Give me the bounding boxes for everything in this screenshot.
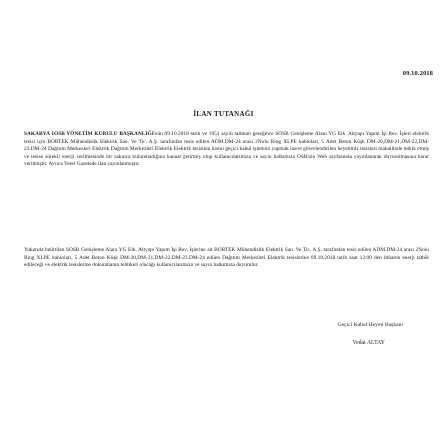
announcement-paragraph bbox=[24, 131, 429, 169]
document-title: İLAN TUTANAĞI bbox=[193, 110, 254, 118]
signature-name: Vedat ALTAY bbox=[352, 340, 385, 346]
notice-paragraph: Yukarıda belirtilen SOSB Genişleme Alanı YG Elk. Altyapı Yapım İşi Rev. İşlerine ait BORTEK Mühendislik Elektrik San. Ve Tic. A.Ş. tarafından tesis edilen ADM.DM-24 arası 2Nolu Ring XLPE kabloları, 5 Adet Beton Köşk DM-20,DM-21,DM-22,DM-23.DM-24 edilen Dağıtım Merkezleri Elektrik tesislerine 09.10.2018 tarih saat 12:00 den itibaren enerji tatbik edileceği ve elektrik tesislerine dokunmanın tehlikeli olacağı kullanıcılarımıza ve sayın halkımıza duyurulur. bbox=[24, 247, 429, 269]
signature-title: Geçici Kabul Heyeti Başkanı bbox=[337, 322, 403, 328]
document-date: 09.10.2018 bbox=[402, 70, 433, 77]
announcement-paragraph-text: 'nün 09.10.2018 tarih ve 1051 sayılı talimatı gereğince SOSB Genişleme Alanı YG Elk. Altyapı Yapım İşi Rev. İşleri elektrik tesisi için BORTEK Mühendislik Elektrik San. Ve Tic. A.Ş. tarafından tesis edilen ADM.DM-24 arası 2Nolu Ring XLPE kabloları, 5 Adet Beton Köşk DM-20,DM-21,DM-22,DM-23.DM-24 Dağıtım Merkezleri Elektrik Dağıtım Merkezleri Elektrik Elektrik tesisinin kısmi geçici kabul işlemini yapmak üzere görevlendirilen heyetimiz tesisleri mahallinde tetkik etmiş ve tesise sürekli enerji verilmesinde bir sakınca bulunmadığına kanaat getirmiş olup kullanıcılarımıza ve sayın halkımıza OSB'nin Web sayfasında yayınlanarak duyurulmasına karar verilmiştir. Ayrıca Yerel Gazetede ilan yayınlanmıştır. bbox=[24, 131, 429, 168]
issuing-authority: SAKARYA 1OSB YÖNETİM KURULU BAŞKANLIĞI bbox=[24, 131, 154, 137]
